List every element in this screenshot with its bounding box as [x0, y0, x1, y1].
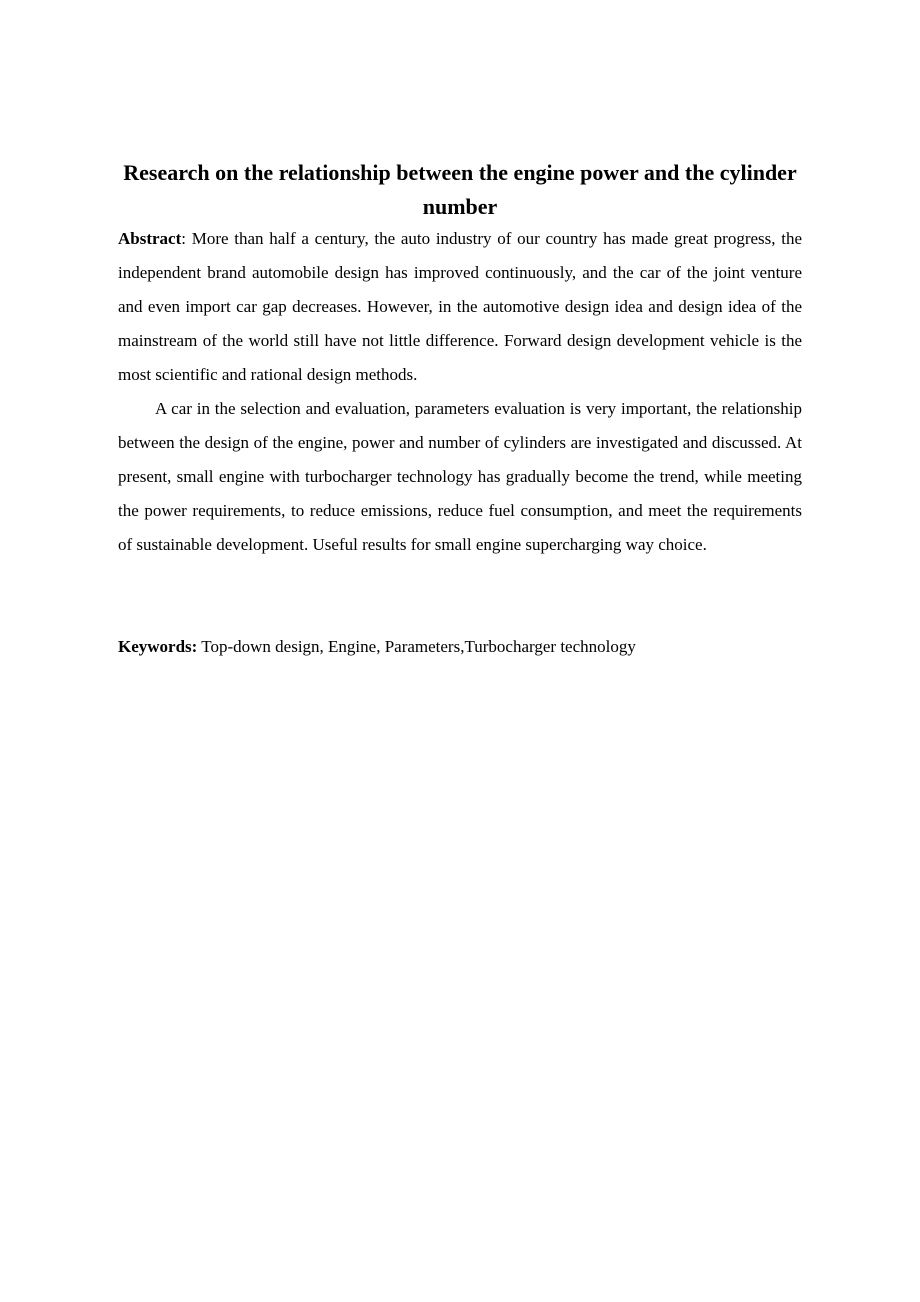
abstract-label: Abstract — [118, 229, 182, 248]
abstract-paragraph-1 — [118, 222, 802, 392]
keywords-text: Top-down design, Engine, Parameters,Turbocharger technology — [197, 637, 636, 656]
page-title: Research on the relationship between the engine power and the cylinder number — [123, 160, 797, 219]
abstract-text-1: More than half a century, the auto industry of our country has made great progress, the independent brand automobile design has improved continuously, and the car of the joint venture and even import car gap decreases. However, in the automotive design idea and design idea of the mainstream of the world still have not little difference. Forward design development vehicle is the most scientific and rational design methods. — [118, 229, 802, 384]
abstract-section — [118, 222, 802, 562]
keywords-line — [118, 630, 802, 664]
abstract-paragraph-2: A car in the selection and evaluation, parameters evaluation is very important, the relationship between the design of the engine, power and number of cylinders are investigated and discussed. At present, small engine with turbocharger technology has gradually become the trend, while meeting the power requirements, to reduce emissions, reduce fuel consumption, and meet the requirements of sustainable development. Useful results for small engine supercharging way choice. — [118, 399, 802, 554]
keywords-label: Keywords: — [118, 637, 198, 656]
abstract-separator: : — [181, 229, 192, 248]
